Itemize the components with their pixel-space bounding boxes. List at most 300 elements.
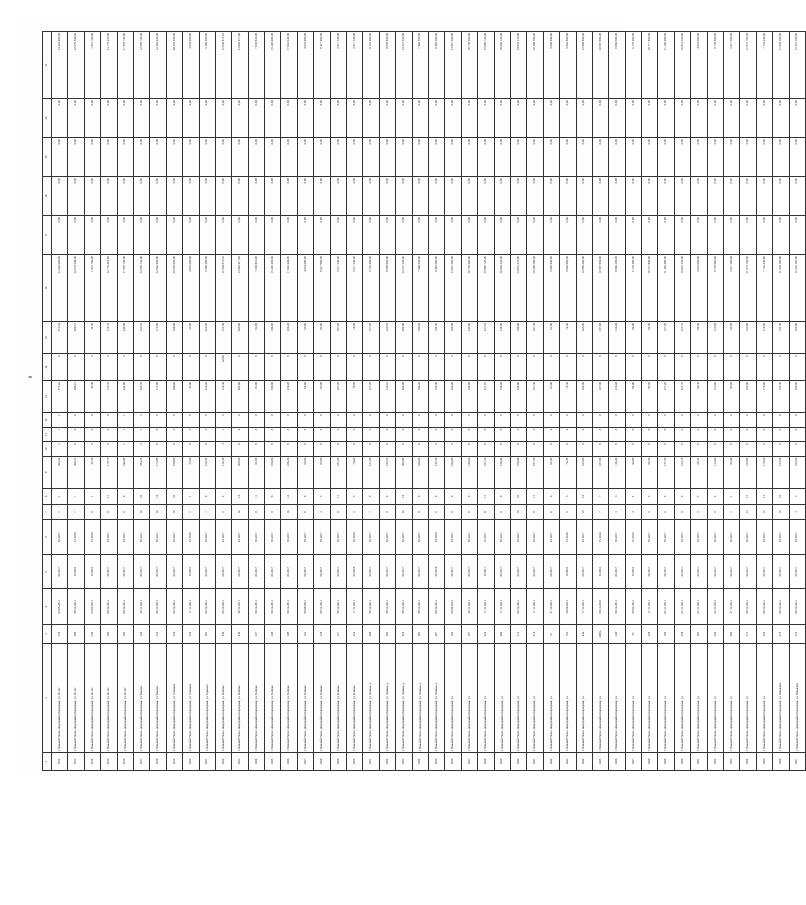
table-cell: 10 <box>773 489 789 505</box>
table-cell: 125,30 <box>428 321 444 353</box>
table-cell: III.2017 <box>281 520 297 555</box>
table-cell: 1045 <box>592 753 608 771</box>
table-row <box>281 32 297 771</box>
table-cell: 0 <box>609 427 625 441</box>
table-cell: 1041 <box>527 753 543 771</box>
table-cell: 0,00 <box>101 138 117 177</box>
table-cell: 9 153 480,00 <box>363 255 379 322</box>
table-cell: 0 <box>773 354 789 381</box>
table-cell: 06.09.2011 <box>297 589 313 625</box>
table-cell: 0 <box>412 442 428 456</box>
table-cell: III.2017 <box>756 554 772 589</box>
page-number: 8 <box>29 375 34 379</box>
table-cell: 0 <box>527 427 543 441</box>
table-cell: 20 503 620,00 <box>166 255 182 322</box>
address-cell: г. Нижний Тагил, микрорайон Карьерная, ул. Бажова <box>133 643 149 752</box>
table-cell: 0,00 <box>379 99 395 138</box>
table-row <box>248 32 264 771</box>
table-cell: 0 <box>248 354 264 381</box>
table-cell: 0,00 <box>592 216 608 255</box>
table-cell: 0 <box>576 427 592 441</box>
table-cell: 236,20 <box>281 321 297 353</box>
table-cell: 61,80 <box>543 321 559 353</box>
table-cell: 0 <box>724 442 740 456</box>
table-cell: 12 562 420,00 <box>150 255 166 322</box>
table-cell: 0 <box>478 354 494 381</box>
table-cell: 0 <box>150 442 166 456</box>
table-cell: 236,20 <box>281 381 297 413</box>
table-cell: 0 <box>428 427 444 441</box>
table-cell: 0 <box>560 427 576 441</box>
table-cell: 0,00 <box>314 138 330 177</box>
table-cell: 0,00 <box>412 99 428 138</box>
table-cell: 0,00 <box>560 177 576 216</box>
table-cell: 1034 <box>412 753 428 771</box>
table-cell: 6 <box>707 489 723 505</box>
table-cell: 0,00 <box>428 216 444 255</box>
table-cell: 96,50 <box>642 321 658 353</box>
table-cell: 13 770 410,00 <box>101 32 117 99</box>
table-row <box>576 32 592 771</box>
address-cell: г. Нижний Тагил, микрорайон Карьерная, ул. <box>674 643 690 752</box>
table-cell: 0 <box>707 442 723 456</box>
table-cell: 10 <box>510 489 526 505</box>
table-cell: 08.12.2011 <box>330 589 346 625</box>
table-cell: III.2017 <box>150 554 166 589</box>
table-cell: 0,00 <box>166 216 182 255</box>
table-cell: 210,20 <box>199 381 215 413</box>
table-cell: 0,00 <box>363 177 379 216</box>
table-cell: 100,20 <box>412 456 428 488</box>
table-cell: 0,00 <box>724 177 740 216</box>
table-cell: 11 <box>478 489 494 505</box>
table-cell: 326 <box>133 625 149 644</box>
table-cell: 08.12.2011 <box>379 589 395 625</box>
table-cell: 14 <box>281 504 297 520</box>
table-cell: 1019 <box>166 753 182 771</box>
table-cell: 12 670 548,00 <box>68 255 84 322</box>
table-cell: III.2017 <box>642 520 658 555</box>
table-cell: 0,00 <box>117 99 133 138</box>
table-cell: 0,00 <box>215 216 231 255</box>
table-cell: 0 <box>691 413 707 427</box>
table-cell: 1018 <box>150 753 166 771</box>
table-cell: 0 <box>461 413 477 427</box>
table-cell: III.2017 <box>740 554 756 589</box>
table-row <box>592 32 608 771</box>
table-cell: 113,60 <box>707 456 723 488</box>
table-cell: 153,30 <box>773 321 789 353</box>
table-row <box>428 32 444 771</box>
table-cell: 5 617 360,00 <box>724 255 740 322</box>
table-cell: 0 <box>658 354 674 381</box>
table-cell: 14 <box>396 504 412 520</box>
table-cell: 0 <box>560 442 576 456</box>
table-cell: 16 951 320,00 <box>674 32 690 99</box>
table-cell: III.2017 <box>691 554 707 589</box>
table-cell: 0 <box>166 427 182 441</box>
table-cell: 312 <box>150 625 166 644</box>
table-cell: 0 <box>494 413 510 427</box>
table-cell: 0 <box>363 354 379 381</box>
table-cell: 369,21 <box>68 456 84 488</box>
table-cell: 02.11.2011 <box>707 589 723 625</box>
table-row <box>691 32 707 771</box>
address-cell: г. Нижний Тагил, микрорайон Карьерная, ул. 65 лет <box>117 643 133 752</box>
table-cell: 23,80 <box>183 321 199 353</box>
table-cell: 0 <box>543 413 559 427</box>
table-cell: 0,00 <box>248 138 264 177</box>
table-cell: 0 <box>297 354 313 381</box>
table-cell: 125,30 <box>428 381 444 413</box>
table-cell: 1 <box>52 427 68 441</box>
table-cell: 1038 <box>478 753 494 771</box>
table-cell: 1020 <box>183 753 199 771</box>
table-cell: 0,00 <box>199 99 215 138</box>
table-cell: 7 <box>68 489 84 505</box>
table-cell: 17.11.2011 <box>527 589 543 625</box>
table-cell: 2 <box>215 504 231 520</box>
table-cell: 17 663 440,00 <box>281 32 297 99</box>
table-cell: 229 <box>642 625 658 644</box>
table-header-row <box>43 32 52 771</box>
table-cell: 0,00 <box>428 138 444 177</box>
table-cell: 326 <box>84 625 100 644</box>
table-cell: 12 559 742,00 <box>133 255 149 322</box>
table-cell: 16 <box>166 504 182 520</box>
table-cell: 0,00 <box>543 138 559 177</box>
table-row <box>314 32 330 771</box>
table-cell: 113,60 <box>707 381 723 413</box>
table-cell: 0 <box>494 442 510 456</box>
table-cell: 0 <box>314 413 330 427</box>
table-cell: 0,00 <box>84 177 100 216</box>
table-cell: 0,00 <box>428 177 444 216</box>
table-cell: 1 051 760,00 <box>84 255 100 322</box>
table-cell: 0 <box>642 442 658 456</box>
table-cell: 0,00 <box>592 99 608 138</box>
table-cell: 0,00 <box>281 138 297 177</box>
table-row <box>560 32 576 771</box>
table-cell: 237,10 <box>478 381 494 413</box>
table-cell: 1014 <box>84 753 100 771</box>
table-cell: 11 <box>478 504 494 520</box>
table-cell: 0,00 <box>478 138 494 177</box>
table-row <box>347 32 363 771</box>
table-cell: 202,80 <box>396 321 412 353</box>
table-cell: III.2017 <box>52 554 68 589</box>
table-cell: 0 <box>347 413 363 427</box>
table-cell: 0 <box>773 413 789 427</box>
table-cell: 0,00 <box>297 99 313 138</box>
table-cell: 2 <box>215 413 231 427</box>
address-cell: г. Нижний Тагил, микрорайон Карьерная, ул. 65 лет <box>52 643 68 752</box>
table-cell: 0 <box>707 413 723 427</box>
address-cell: г. Нижний Тагил, микрорайон Карьерная, ул. Ленина, д. <box>379 643 395 752</box>
address-cell: г. Нижний Тагил, микрорайон Карьерная, ул. <box>560 643 576 752</box>
table-cell: III.2017 <box>510 520 526 555</box>
table-cell: 14 <box>232 504 248 520</box>
table-cell: 78,60 <box>347 456 363 488</box>
table-cell: 319 <box>183 625 199 644</box>
table-cell: 187 <box>461 625 477 644</box>
table-cell: 12 559 742,00 <box>133 32 149 99</box>
table-cell: 12 <box>756 504 772 520</box>
table-cell: 0,00 <box>232 138 248 177</box>
table-cell: 6 <box>428 504 444 520</box>
table-cell: 0,00 <box>691 138 707 177</box>
table-cell: 0 <box>396 354 412 381</box>
table-cell: 0 <box>527 354 543 381</box>
table-cell: 0,00 <box>265 216 281 255</box>
table-cell: 0,00 <box>330 138 346 177</box>
table-cell: 145,60 <box>461 321 477 353</box>
table-cell: 319 <box>52 625 68 644</box>
address-cell: г. Нижний Тагил, микрорайон Карьерная, ул. Гагарина <box>183 643 199 752</box>
table-cell: 0 <box>691 442 707 456</box>
table-cell: III.2017 <box>215 554 231 589</box>
table-cell: 0 <box>773 442 789 456</box>
table-cell: 0 <box>84 442 100 456</box>
table-cell: 205,60 <box>232 321 248 353</box>
table-cell: 297 <box>428 625 444 644</box>
table-cell: III.2017 <box>461 554 477 589</box>
table-cell: III.2018 <box>428 554 444 589</box>
column-header: 19 <box>43 138 52 177</box>
table-cell: 03.05.2011 <box>52 589 68 625</box>
table-cell: 0 <box>609 413 625 427</box>
table-cell: 0 <box>625 442 641 456</box>
table-cell: 91,90 <box>248 321 264 353</box>
table-cell: III.2017 <box>363 520 379 555</box>
table-row <box>724 32 740 771</box>
table-cell: 91,90 <box>248 456 264 488</box>
table-cell: 74,30 <box>560 456 576 488</box>
table-cell: 0,00 <box>789 138 805 177</box>
address-cell: г. Нижний Тагил, микрорайон Карьерная, ул. Горького <box>199 643 215 752</box>
table-cell: 5 217 340,00 <box>330 32 346 99</box>
table-cell: 0,00 <box>494 177 510 216</box>
table-cell: 196,80 <box>265 381 281 413</box>
table-cell: 0,00 <box>215 177 231 216</box>
table-cell: 1050 <box>674 753 690 771</box>
table-cell: 9 465 500,00 <box>428 32 444 99</box>
table-cell: 226 <box>478 625 494 644</box>
table-cell: 2 <box>133 413 149 427</box>
table-cell: III.2017 <box>297 520 313 555</box>
table-cell: 0,00 <box>740 216 756 255</box>
table-cell: 165,00 <box>576 381 592 413</box>
table-cell: 170,70 <box>101 321 117 353</box>
table-cell: 0 <box>494 354 510 381</box>
address-cell: г. Нижний Тагил, микрорайон Карьерная, ул. <box>658 643 674 752</box>
table-cell: 19 208 380,00 <box>527 255 543 322</box>
table-cell: III.2017 <box>314 554 330 589</box>
table-cell: 0,00 <box>133 177 149 216</box>
table-row <box>510 32 526 771</box>
table-row <box>52 32 68 771</box>
table-cell: 0,00 <box>674 138 690 177</box>
table-cell: 0 <box>84 413 100 427</box>
table-cell: 0 <box>789 354 805 381</box>
table-cell: 0,00 <box>248 216 264 255</box>
address-cell: г. Нижний Тагил, микрорайон Карьерная, ул. <box>543 643 559 752</box>
table-cell: 0,00 <box>527 99 543 138</box>
table-row <box>609 32 625 771</box>
table-cell: 93,90 <box>314 381 330 413</box>
table-cell: 11 <box>101 489 117 505</box>
table-row <box>756 32 772 771</box>
table-cell: 6 <box>428 489 444 505</box>
table-cell: III.2017 <box>101 520 117 555</box>
table-row <box>494 32 510 771</box>
table-cell: 0,00 <box>379 216 395 255</box>
table-cell: 196,80 <box>510 381 526 413</box>
table-cell: 0 <box>510 354 526 381</box>
table-cell: 0 <box>68 413 84 427</box>
table-cell: 0 <box>396 442 412 456</box>
table-cell: 0,00 <box>674 99 690 138</box>
table-cell: 10 <box>510 504 526 520</box>
table-cell: 0 <box>445 354 461 381</box>
table-cell: 1 <box>52 504 68 520</box>
table-cell: 0 <box>347 354 363 381</box>
table-cell: 4 033 600,00 <box>183 255 199 322</box>
table-cell: 0 <box>707 427 723 441</box>
table-cell: 0 <box>642 413 658 427</box>
table-cell: 0,00 <box>52 177 68 216</box>
table-cell: 0 <box>150 413 166 427</box>
table-cell: 17.11.2011 <box>642 589 658 625</box>
table-cell: 0,00 <box>543 177 559 216</box>
table-cell: 1 051 760,00 <box>84 32 100 99</box>
table-cell: 302 <box>117 625 133 644</box>
table-cell: 8 <box>265 504 281 520</box>
table-cell: 237 <box>248 625 264 644</box>
table-cell: 1 <box>183 489 199 505</box>
table-cell: 15 249 400,00 <box>265 32 281 99</box>
table-cell: 0,00 <box>84 216 100 255</box>
table-cell: IV.2017 <box>478 520 494 555</box>
table-cell: 0,00 <box>478 99 494 138</box>
table-row <box>265 32 281 771</box>
table-cell: 0,00 <box>199 177 215 216</box>
table-cell: 145,60 <box>461 381 477 413</box>
table-cell: 162 <box>445 625 461 644</box>
table-cell: 213,70 <box>674 321 690 353</box>
table-cell: 78,60 <box>347 321 363 353</box>
table-cell: 14 <box>232 489 248 505</box>
table-cell: 60,30 <box>691 456 707 488</box>
table-cell: 125,30 <box>428 456 444 488</box>
table-cell: 0 <box>297 442 313 456</box>
table-cell: 3 <box>789 489 805 505</box>
table-cell: 0,00 <box>183 216 199 255</box>
table-cell: 08.12.2011 <box>314 589 330 625</box>
table-cell: 13 <box>740 489 756 505</box>
table-cell: 1021 <box>199 753 215 771</box>
table-cell: 242 <box>576 625 592 644</box>
table-cell: 4 019 060,00 <box>691 32 707 99</box>
table-cell: 0,00 <box>133 99 149 138</box>
table-cell: 8 <box>265 489 281 505</box>
table-cell: 113,60 <box>707 321 723 353</box>
table-cell: 0 <box>576 413 592 427</box>
table-cell: 3 <box>609 504 625 520</box>
table-cell: 161 <box>297 625 313 644</box>
table-cell: 84,80 <box>625 381 641 413</box>
table-cell: IV.2016 <box>84 520 100 555</box>
table-cell: 27.12.2011 <box>543 589 559 625</box>
column-header: 15 <box>43 321 52 353</box>
housing-program-table <box>42 31 806 771</box>
table-cell: IV.2016 <box>183 554 199 589</box>
table-cell: 369,21 <box>68 381 84 413</box>
table-cell: 08.12.2011 <box>215 589 231 625</box>
table-cell: 0,00 <box>281 99 297 138</box>
table-cell: 17.11.2011 <box>576 589 592 625</box>
table-cell: 15 949 720,00 <box>478 32 494 99</box>
table-cell: 7 460 350,00 <box>412 32 428 99</box>
table-cell: 0,00 <box>740 99 756 138</box>
table-cell: 0 <box>592 354 608 381</box>
table-cell: 0,00 <box>281 216 297 255</box>
table-cell: 0 <box>724 354 740 381</box>
table-cell: 5 360 200,00 <box>199 32 215 99</box>
table-cell: III.2017 <box>166 520 182 555</box>
table-cell: III.2017 <box>724 520 740 555</box>
table-cell: 0 <box>199 354 215 381</box>
table-cell: 0 <box>543 427 559 441</box>
address-cell: г. Нижний Тагил, микрорайон Карьерная, ул. Ленина, д. <box>412 643 428 752</box>
table-cell: 1052 <box>707 753 723 771</box>
table-cell: 202,80 <box>396 381 412 413</box>
table-cell: 7 725 440,00 <box>756 32 772 99</box>
table-cell: 0 <box>461 354 477 381</box>
table-cell: 0,00 <box>265 138 281 177</box>
address-cell: г. Нижний Тагил, микрорайон Карьерная, ул. Зелёная <box>281 643 297 752</box>
table-cell: III.2017 <box>248 554 264 589</box>
table-cell: 9 465 500,00 <box>428 255 444 322</box>
table-cell: 1036 <box>445 753 461 771</box>
table-cell: 0 <box>510 413 526 427</box>
table-cell: 0,00 <box>68 99 84 138</box>
table-cell: III.2017 <box>199 520 215 555</box>
table-cell: 0,00 <box>265 177 281 216</box>
table-cell: 61,80 <box>543 456 559 488</box>
table-cell: 125,10 <box>379 381 395 413</box>
table-cell: 187,30 <box>527 381 543 413</box>
table-cell: 0,00 <box>756 216 772 255</box>
table-cell: III.2017 <box>642 554 658 589</box>
table-cell: 0 <box>84 504 100 520</box>
table-cell: 0 <box>281 354 297 381</box>
table-cell: 0 <box>265 413 281 427</box>
table-cell: 93,90 <box>314 321 330 353</box>
table-cell: 0,00 <box>461 138 477 177</box>
table-cell: 08.12.2011 <box>265 589 281 625</box>
table-cell: 0 <box>674 442 690 456</box>
address-cell: г. Нижний Тагил, микрорайон Карьерная, ул. Пионеров <box>773 643 789 752</box>
table-cell: 1 <box>117 442 133 456</box>
table-cell: 02.11.2011 <box>658 589 674 625</box>
table-cell: 0 <box>428 354 444 381</box>
table-cell: 573,42 <box>52 381 68 413</box>
table-cell: 1023 <box>232 753 248 771</box>
table-cell: 0 <box>756 427 772 441</box>
table-cell: 1039 <box>494 753 510 771</box>
table-cell: 10 604 120,00 <box>494 255 510 322</box>
